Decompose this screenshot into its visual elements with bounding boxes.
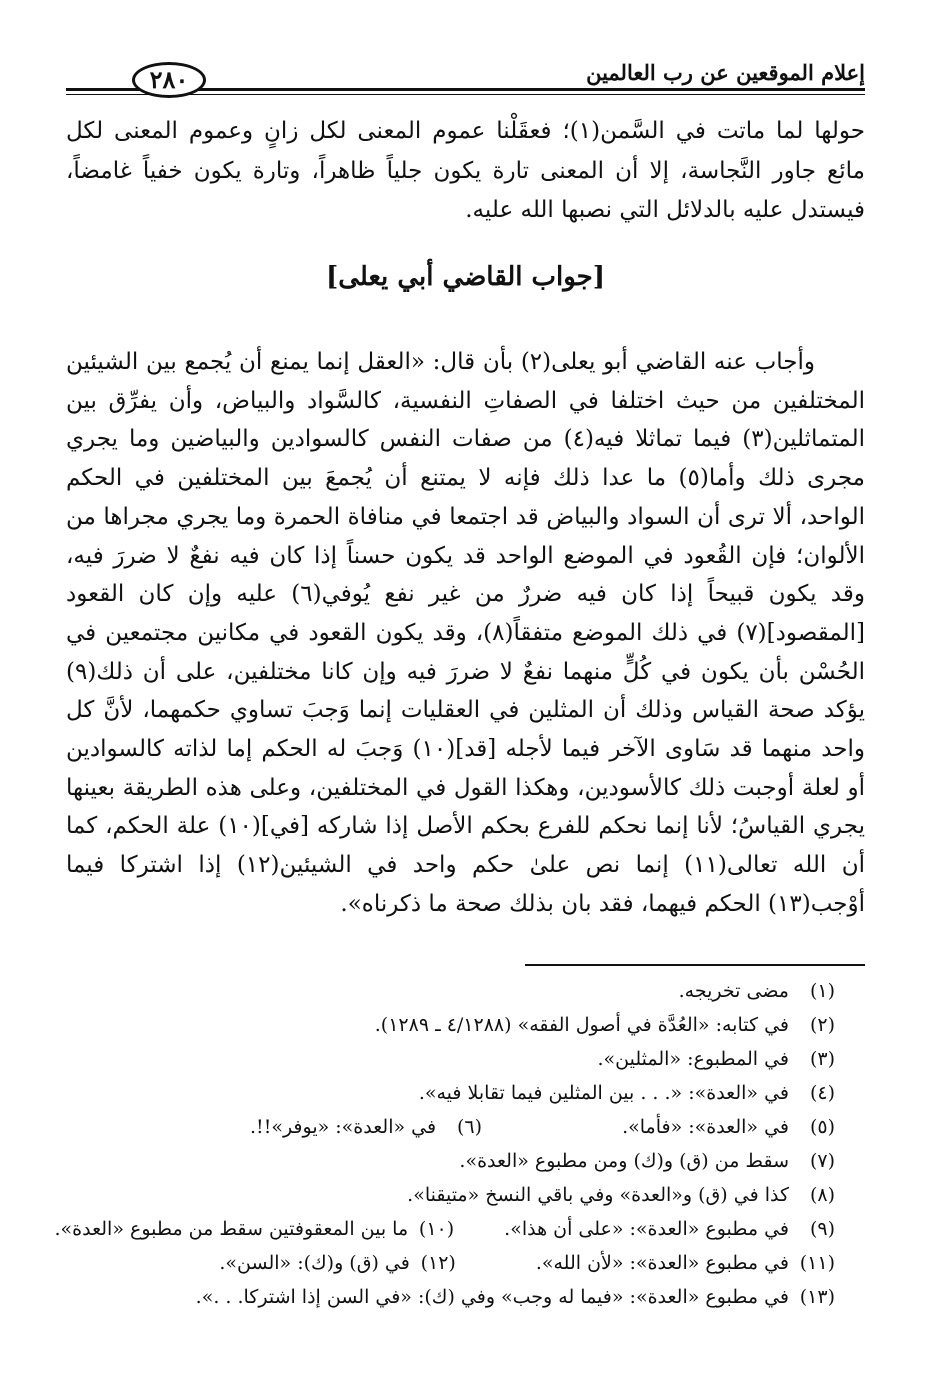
footnote-number: (٣)	[809, 1048, 835, 1070]
footnote-number: (١٠)	[418, 1218, 455, 1240]
footnote-number: (٨)	[809, 1184, 835, 1206]
footnote-text: في المطبوع: «المثلين».	[597, 1048, 789, 1070]
section-heading: [جواب القاضي أبي يعلى]	[325, 262, 606, 292]
footnote-number: (٧)	[809, 1150, 835, 1172]
footnote-number: (١١)	[799, 1252, 835, 1274]
footnote-text: سقط من (ق) و(ك) ومن مطبوع «العدة».	[459, 1150, 789, 1172]
footnote-separator	[525, 964, 865, 966]
body-text-top	[66, 112, 865, 231]
footnote-number: (١)	[809, 980, 835, 1002]
footnote-text: في مطبوع «العدة»: «على أن هذا».	[504, 1218, 789, 1240]
footnote-number: (١٣)	[799, 1286, 835, 1308]
footnote-4	[419, 1082, 835, 1104]
footnote-text: في «العدة»: «. . . بين المثلين فيما تقابلا فيه».	[418, 1082, 789, 1104]
footnote-number: (٢)	[809, 1014, 835, 1036]
footnote-text: كذا في (ق) و«العدة» وفي باقي النسخ «متيقنا».	[407, 1184, 789, 1206]
footnote-text: في «العدة»: «يوفر»!!.	[250, 1116, 437, 1138]
running-header-title: إعلام الموقعين عن رب العالمين	[586, 60, 865, 85]
footnote-number: (٩)	[809, 1218, 835, 1240]
footnote-text: ما بين المعقوفتين سقط من مطبوع «العدة».	[54, 1218, 409, 1240]
footnote-3	[598, 1048, 835, 1070]
paragraph-main: وأجاب عنه القاضي أبو يعلى(٢) بأن قال: «العقل إنما يمنع أن يُجمع بين الشيئين المختلفين من حيث اختلفا في الصفاتِ النفسية، كالسَّواد والبياض، وأن يفرِّق بين المتماثلين(٣) فيما تماثلا فيه(٤) من صفات النفس كالسوادين والبياضين وما يجري مجرى ذلك وأما(٥) ما عدا ذلك فإنه لا يمتنع أن يُجمعَ بين المختلفين في الحكم الواحد، ألا ترى أن السواد والبياض قد اجتمعا في منافاة الحمرة وما يجري مجراها من الألوان؛ فإن القُعود في الموضع الواحد قد يكون حسناً إذا كان فيه نفعٌ لا ضررَ فيه، وقد يكون قبيحاً إذا كان فيه ضررٌ من غير نفع يُوفي(٦) عليه وإن كان القعود [المقصود](٧) في ذلك الموضع متفقاً(٨)، وقد يكون القعود في مكانين مجتمعين في الحُسْن بأن يكون في كُلٍّ منهما نفعٌ لا ضررَ فيه وإن كانا مختلفين، على أن ذلك(٩) يؤكد صحة القياس وذلك أن المثلين في العقليات إنما وَجبَ تساوي حكمهما، لأنَّ كل واحد منهما قد سَاوى الآخر فيما لأجله [قد](١٠) وَجبَ له الحكم إما لذاته كالسوادين أو لعلة أوجبت ذلك كالأسودين، وهكذا القول في المختلفين، وعلى هذه الطريقة بعينها يجري القياسُ؛ لأنا إنما نحكم للفرع بحكم الأصل إذا شاركه [في](١٠) علة الحكم، كما أن الله تعالى(١١) إنما نص علىٰ حكم واحد في الشيئين(١٢) إذا اشتركا فيما أوْجب(١٣) الحكم فيهما، فقد بان بذلك صحة ما ذكرناه».	[66, 349, 866, 917]
footnote-text: في كتابه: «العُدَّة في أصول الفقه» (٤/١٢٨٨ ـ ١٢٨٩).	[374, 1014, 789, 1036]
footnote-number: (٥)	[809, 1116, 835, 1138]
page-number: ٢٨٠	[132, 62, 206, 98]
footnote-9-10	[55, 1218, 836, 1240]
footnote-text: في مطبوع «العدة»: «فيما له وجب» وفي (ك): «في السن إذا اشتركا. . .».	[195, 1286, 789, 1308]
footnote-5-6	[250, 1116, 835, 1138]
page-number-block	[70, 60, 210, 106]
footnote-8	[407, 1184, 835, 1206]
footnote-7	[459, 1150, 835, 1172]
footnote-text: في (ق) و(ك): «السن».	[219, 1252, 410, 1274]
footnote-number: (٦)	[457, 1116, 483, 1138]
footnote-1	[679, 980, 835, 1002]
footnote-text: مضى تخريجه.	[678, 980, 789, 1002]
footnote-text: في مطبوع «العدة»: «لأن الله».	[535, 1252, 789, 1274]
footnote-text: في «العدة»: «فأما».	[622, 1116, 789, 1138]
footnote-13	[196, 1286, 835, 1308]
footnote-11-12	[219, 1252, 835, 1274]
paragraph-continuation: حولها لما ماتت في السَّمن(١)؛ فعقَلْنا عموم المعنى لكل زانٍ وعموم المعنى لكل مائع جاور النَّجاسة، إلا أن المعنى تارة يكون جلياً ظاهراً، وتارة يكون خفياً غامضاً، فيستدل عليه بالدلائل التي نصبها الله عليه.	[66, 118, 865, 224]
footnote-number: (١٢)	[420, 1252, 456, 1274]
footnote-2	[375, 1014, 835, 1036]
footnote-number: (٤)	[809, 1082, 835, 1104]
